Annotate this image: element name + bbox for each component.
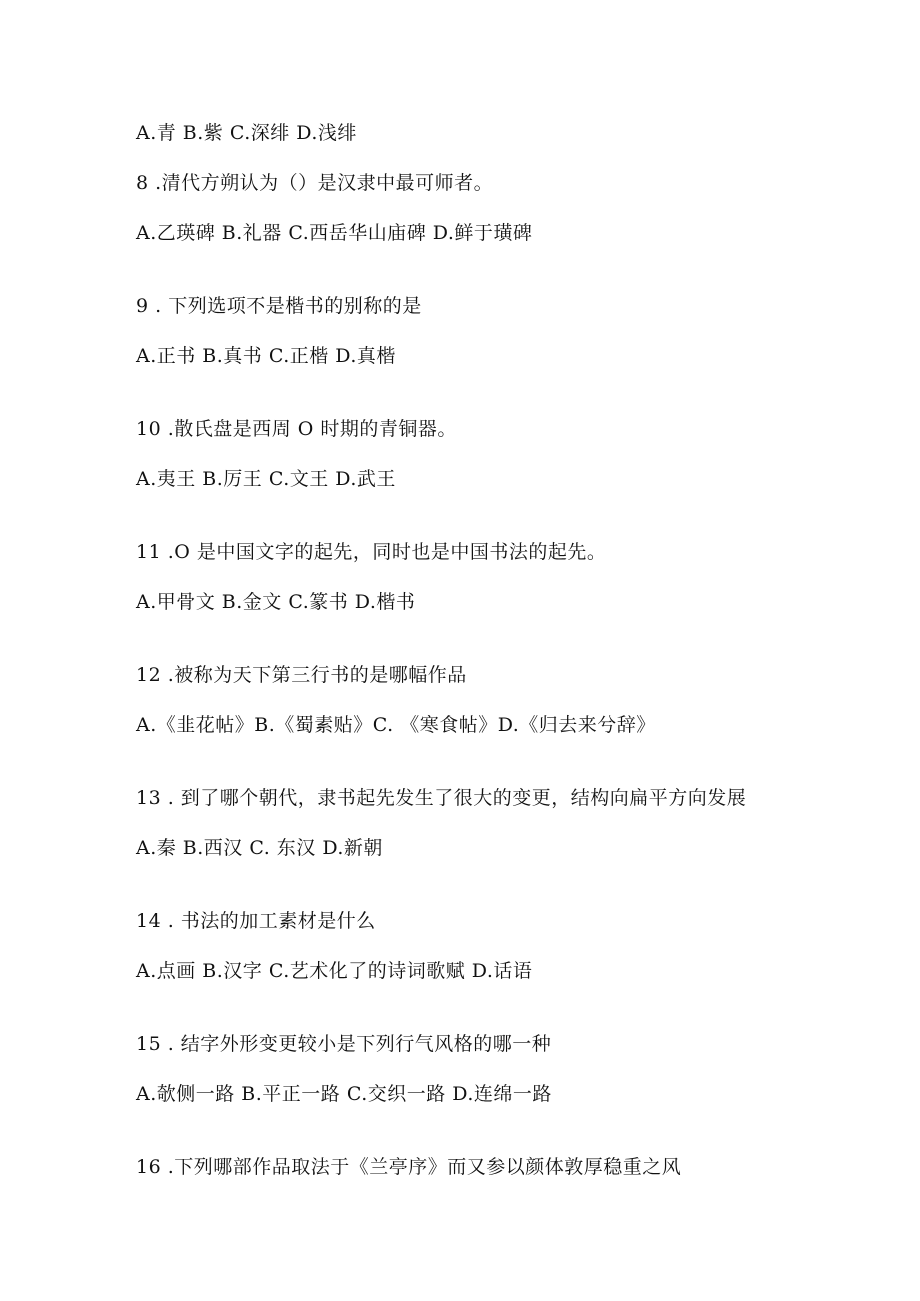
- question-8: 8 .清代方朔认为（）是汉隶中最可师者。: [136, 172, 494, 194]
- options-line-q10: A.夷王 B.厉王 C.文王 D.武王: [136, 468, 396, 490]
- options-line-q15: A.欹侧一路 B.平正一路 C.交织一路 D.连绵一路: [136, 1083, 552, 1105]
- options-line-q8: A.乙瑛碑 B.礼器 C.西岳华山庙碑 D.鲜于璜碑: [136, 222, 533, 244]
- question-9: 9 . 下列选项不是楷书的别称的是: [136, 295, 422, 317]
- question-15: 15 . 结字外形变更较小是下列行气风格的哪一种: [136, 1033, 552, 1055]
- question-13: 13 . 到了哪个朝代，隶书起先发生了很大的变更，结构向扁平方向发展: [136, 787, 747, 809]
- question-12: 12 .被称为天下第三行书的是哪幅作品: [136, 664, 467, 686]
- options-line-q11: A.甲骨文 B.金文 C.篆书 D.楷书: [136, 591, 416, 613]
- options-line-q9: A.正书 B.真书 C.正楷 D.真楷: [136, 345, 396, 367]
- options-line-q7: A.青 B.紫 C.深绯 D.浅绯: [136, 122, 357, 144]
- question-10: 10 .散氏盘是西周 O 时期的青铜器。: [136, 418, 457, 440]
- options-line-q14: A.点画 B.汉字 C.艺术化了的诗词歌赋 D.话语: [136, 960, 533, 982]
- options-line-q13: A.秦 B.西汉 C. 东汉 D.新朝: [136, 837, 383, 859]
- question-14: 14 . 书法的加工素材是什么: [136, 910, 376, 932]
- options-line-q12: A.《韭花帖》B.《蜀素贴》C. 《寒食帖》D.《归去来兮辞》: [136, 714, 656, 736]
- question-11: 11 .O 是中国文字的起先，同时也是中国书法的起先。: [136, 541, 607, 563]
- question-16: 16 .下列哪部作品取法于《兰亭序》而又参以颜体敦厚稳重之风: [136, 1156, 682, 1178]
